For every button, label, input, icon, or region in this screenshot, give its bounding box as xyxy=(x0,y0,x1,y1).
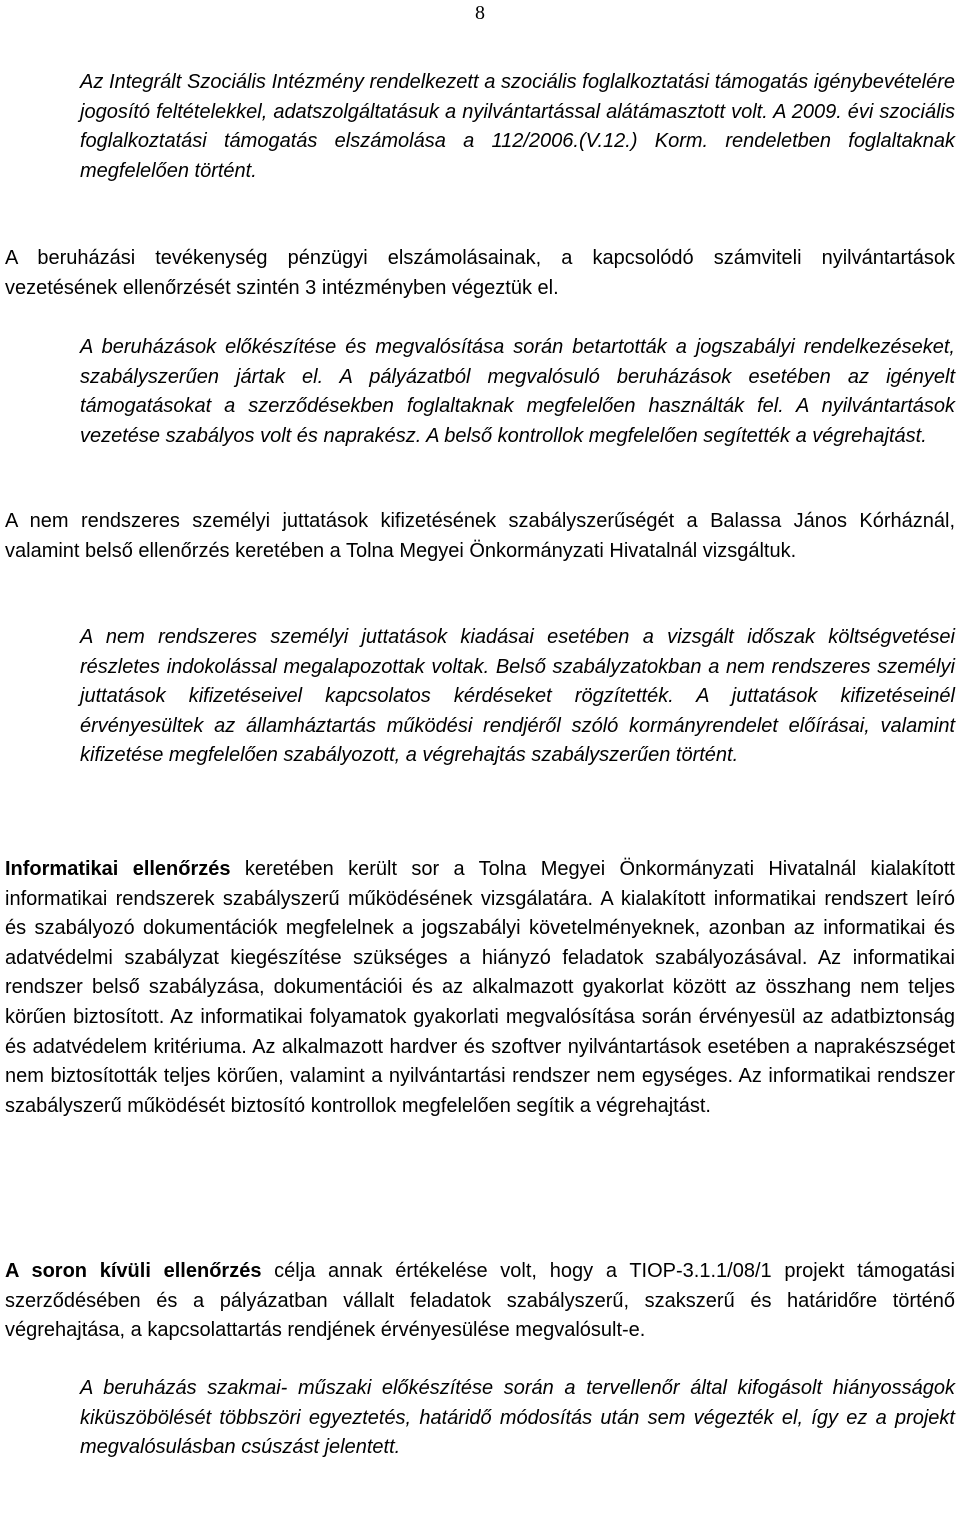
paragraph-investment-accounting: A beruházási tevékenység pénzügyi elszámolásainak, a kapcsolódó számviteli nyilvántartások vezetésének ellenőrzését szintén 3 intézményben végeztük el. xyxy=(5,247,955,299)
paragraph-extraordinary-audit xyxy=(5,1257,955,1346)
extraordinary-audit-heading: A soron kívüli ellenőrzés xyxy=(5,1260,262,1282)
extraordinary-audit-text: célja annak értékelése volt, hogy a TIOP-3.1.1/08/1 projekt támogatási szerződésében és a pályázatban vállalt feladatok szabályszerű, szakszerű és határidőre történő végrehajtása, a kapcsolattartás rendjének érvényesülése megvalósult-e. xyxy=(5,1260,955,1342)
paragraph-irregular-payments: A nem rendszeres személyi juttatások kifizetésének szabályszerűségét a Balassa János Kórháznál, valamint belső ellenőrzés keretében a Tolna Megyei Önkormányzati Hivatalnál vizsgáltuk. xyxy=(5,510,955,562)
paragraph-project-delay: A beruházás szakmai- műszaki előkészítése során a tervellenőr által kifogásolt hiányosságok kiküszöbölését többszöri egyeztetés, határidő módosítás után sem végezték el, így ez a projekt megvalósulásban csúszást jelentett. xyxy=(80,1377,955,1459)
page-number: 8 xyxy=(475,2,485,24)
it-audit-text: keretében került sor a Tolna Megyei Önkormányzati Hivatalnál kialakított informatikai rendszerek szabályszerű működésének vizsgálatára. A kialakított informatikai rendszert leíró és szabályozó dokumentációk megfelelnek a jogszabályi követelményeknek, azonban az informatikai és adatvédelmi szabályzat kiegészítése szükséges a hiányzó feladatok szabályozásával. Az informatikai rendszer belső szabályzása, dokumentációi és az alkalmazott gyakorlat között az összhang nem teljes körűen biztosított. Az informatikai folyamatok gyakorlati megvalósítása során érvényesül az adatbiztonság és adatvédelem kritériuma. Az alkalmazott hardver és szoftver nyilvántartások esetében a naprakészséget nem biztosították teljes körűen, valamint a nyilvántartási rendszer nem egységes. Az informatikai rendszer szabályszerű működését biztosító kontrollok megfelelően segítik a végrehajtást. xyxy=(5,858,955,1117)
paragraph-it-audit xyxy=(5,855,955,1121)
paragraph-irregular-payments-findings: A nem rendszeres személyi juttatások kiadásai esetében a vizsgált időszak költségvetései részletes indokolással megalapozottak voltak. Belső szabályzatokban a nem rendszeres személyi juttatások kifizetéseivel kapcsolatos kérdéseket rögzítették. A juttatások kifizetéseinél érvényesültek az államháztartás működési rendjéről szóló kormányrendelet előírásai, valamint kifizetése megfelelően szabályozott, a végrehajtás szabályszerűen történt. xyxy=(80,626,955,767)
paragraph-investment-preparation: A beruházások előkészítése és megvalósítása során betartották a jogszabályi rendelkezéseket, szabályszerűen jártak el. A pályázatból megvalósuló beruházások esetében az igényelt támogatásokat a szerződésekben foglaltaknak megfelelően használták fel. A nyilvántartások vezetése szabályos volt és naprakész. A belső kontrollok megfelelően segítették a végrehajtást. xyxy=(80,336,955,447)
paragraph-social-employment: Az Integrált Szociális Intézmény rendelkezett a szociális foglalkoztatási támogatás igénybevételére jogosító feltételekkel, adatszolgáltatásuk a nyilvántartással alátámasztott volt. A 2009. évi szociális foglalkoztatási támogatás elszámolása a 112/2006.(V.12.) Korm. rendeletben foglaltaknak megfelelően történt. xyxy=(80,71,955,182)
it-audit-heading: Informatikai ellenőrzés xyxy=(5,858,231,880)
